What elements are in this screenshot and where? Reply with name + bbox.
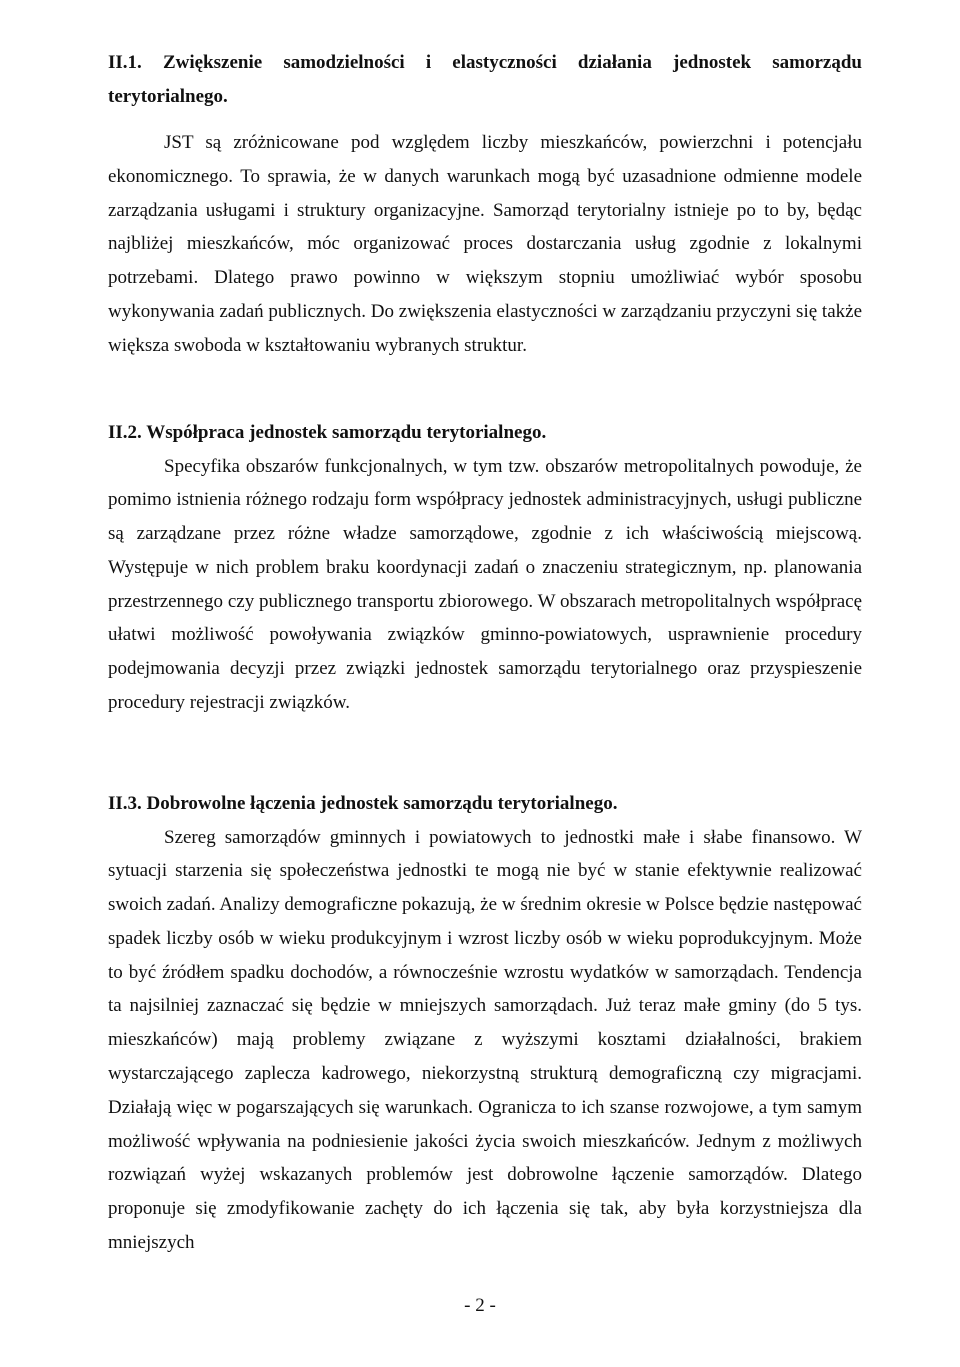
section-heading: II.2. Współpraca jednostek samorządu terytorialnego. <box>108 422 547 443</box>
section-paragraph: Szereg samorządów gminnych i powiatowych to jednostki małe i słabe finansowo. W sytuacji starzenia się społeczeństwa jednostki te mogą nie być w stanie efektywnie realizować swoich zadań. Analizy demograficzne pokazują, że w średnim okresie w Polsce będzie następować spadek liczby osób w wieku produkcyjnym i wzrost liczby osób w wieku poprodukcyjnym. Może to być źródłem spadku dochodów, a równocześnie wzrostu wydatków w samorządach. Tendencja ta najsilniej zaznaczać się będzie w mniejszych samorządach. Już teraz małe gminy (do 5 tys. mieszkańców) mają problemy związane z wyższymi kosztami działalności, brakiem wystarczającego zaplecza kadrowego, niekorzystną strukturą demograficzną czy migracjami. Działają więc w pogarszających się warunkach. Ogranicza to ich szanse rozwojowe, a tym samym możliwość wpływania na podniesienie jakości życia swoich mieszkańców. Jednym z możliwych rozwiązań wyżej wskazanych problemów jest dobrowolne łączenie samorządów. Dlatego proponuje się zmodyfikowanie zachęty do ich łączenia się tak, aby była korzystniejsza dla mniejszych <box>108 826 862 1254</box>
page-number: - 2 - <box>464 1295 496 1316</box>
section-heading: II.3. Dobrowolne łączenia jednostek samorządu terytorialnego. <box>108 793 618 814</box>
section-paragraph: JST są zróżnicowane pod względem liczby mieszkańców, powierzchni i potencjału ekonomicznego. To sprawia, że w danych warunkach mogą być uzasadnione odmienne modele zarządzania usługami i struktury organizacyjne. Samorząd terytorialny istnieje po to by, będąc najbliżej mieszkańców, móc organizować proces dostarczania usług zgodnie z lokalnymi potrzebami. Dlatego prawo powinno w większym stopniu umożliwiać wybór sposobu wykonywania zadań publicznych. Do zwiększenia elastyczności w zarządzaniu przyczyni się także większa swoboda w kształtowaniu wybranych struktur. <box>108 132 862 356</box>
section-heading: II.1. Zwiększenie samodzielności i elastyczności działania jednostek samorządu terytorialnego. <box>108 52 862 107</box>
section-ii-3 <box>108 787 862 1260</box>
section-ii-2 <box>108 416 862 720</box>
section-ii-1 <box>108 46 862 363</box>
section-paragraph: Specyfika obszarów funkcjonalnych, w tym tzw. obszarów metropolitalnych powoduje, że pomimo istnienia różnego rodzaju form współpracy jednostek administracyjnych, usługi publiczne są zarządzane przez różne władze samorządowe, zgodnie z ich właściwością miejscową. Występuje w nich problem braku koordynacji zadań o znaczeniu strategicznym, np. planowania przestrzennego czy publicznego transportu zbiorowego. W obszarach metropolitalnych współpracę ułatwi możliwość powoływania związków gminno-powiatowych, usprawnienie procedury podejmowania decyzji przez związki jednostek samorządu terytorialnego oraz przyspieszenie procedury rejestracji związków. <box>108 455 862 714</box>
